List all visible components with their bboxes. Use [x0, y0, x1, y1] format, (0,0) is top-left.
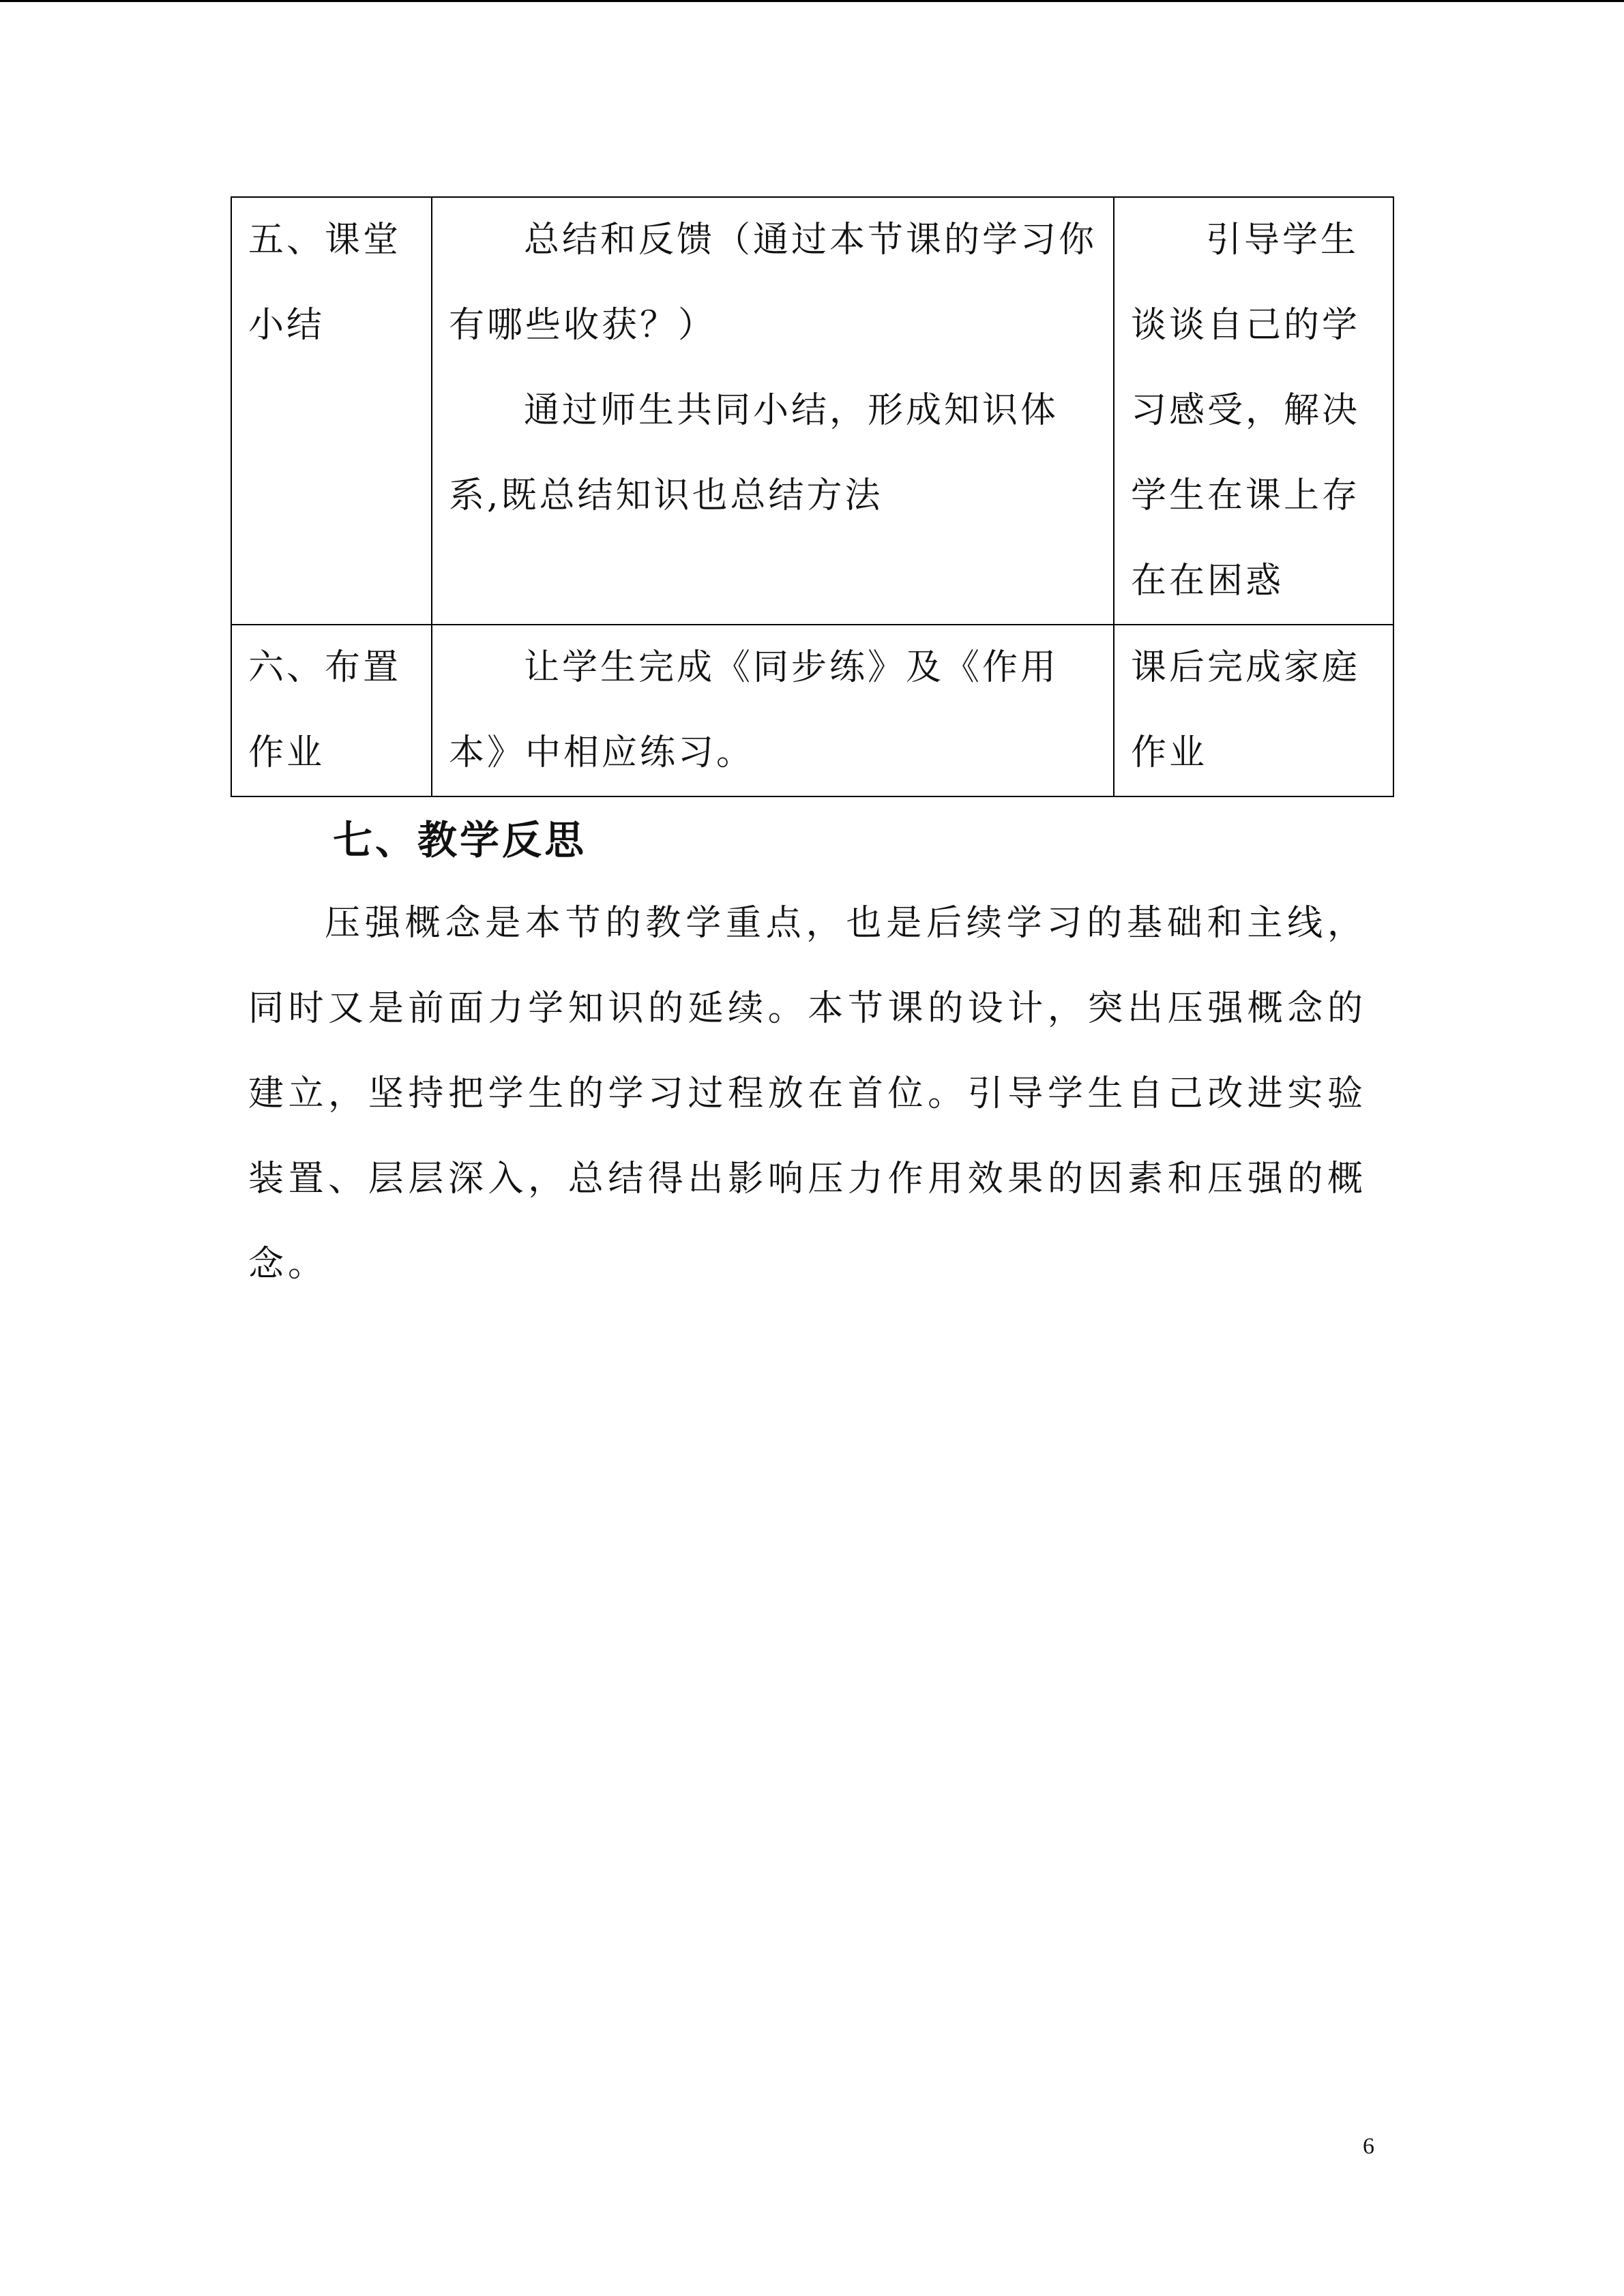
content-cell	[432, 197, 1114, 625]
lesson-plan-table	[231, 196, 1394, 797]
table-row-homework	[231, 625, 1393, 796]
page-top-rule	[0, 0, 1624, 2]
content-cell	[432, 625, 1114, 796]
content-paragraph: 通过师生共同小结，形成知识体系,既总结知识也总结方法	[449, 390, 1059, 516]
reflection-paragraph: 压强概念是本节的教学重点，也是后续学习的基础和主线，同时又是前面力学知识的延续。本节课的设计，突出压强概念的建立，坚持把学生的学习过程放在首位。引导学生自己改进实验装置、层层深入，总结得出影响压力作用效果的因素和压强的概念。	[248, 903, 1367, 1285]
content-paragraph: 让学生完成《同步练》及《作用本》中相应练习。	[449, 647, 1059, 773]
stage-cell	[231, 197, 432, 625]
stage-label: 六、布置作业	[248, 647, 402, 773]
reflection-heading: 七、教学反思	[333, 817, 587, 863]
stage-label: 五、课堂小结	[248, 220, 402, 346]
intent-text: 课后完成家庭作业	[1131, 647, 1361, 773]
intent-cell	[1114, 197, 1393, 625]
page-number: 6	[1363, 2134, 1374, 2159]
stage-cell	[231, 625, 432, 796]
intent-cell	[1114, 625, 1393, 796]
content-paragraph: 总结和反馈（通过本节课的学习你有哪些收获？）	[449, 220, 1097, 346]
intent-text: 引导学生谈谈自己的学习感受，解决学生在课上存在在困惑	[1131, 220, 1361, 601]
table-row-summary	[231, 197, 1393, 625]
